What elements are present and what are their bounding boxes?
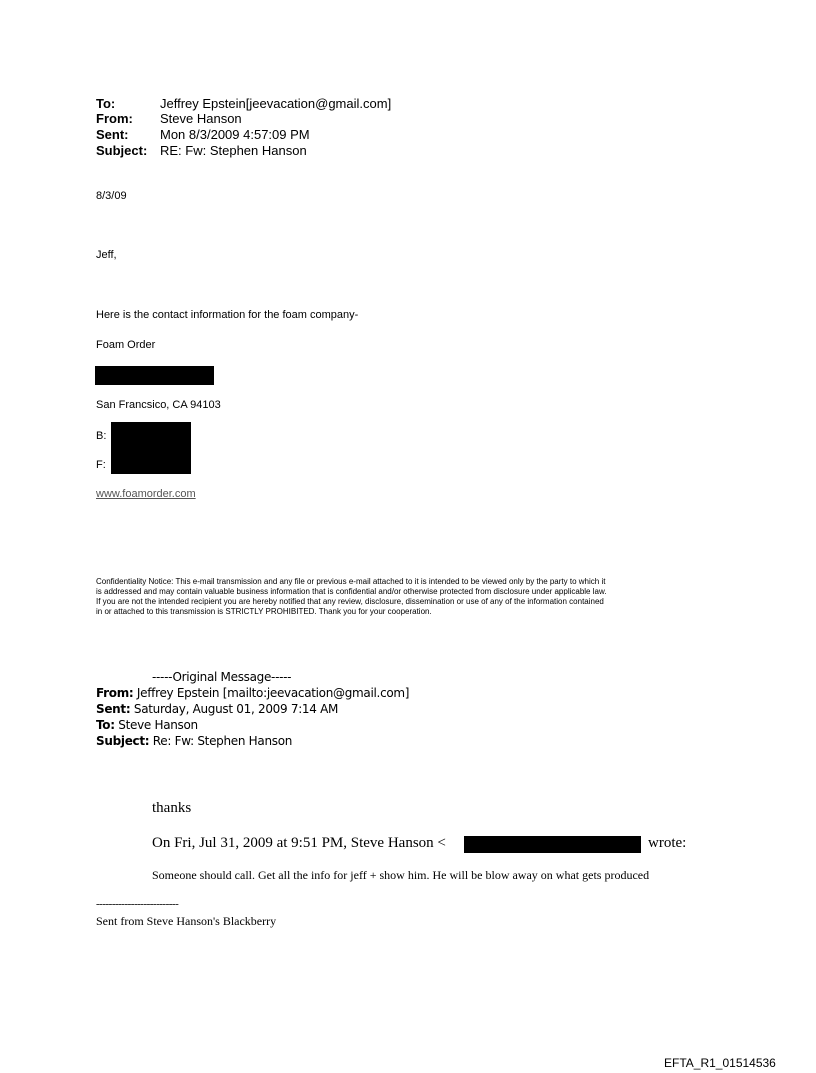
original-subject-line xyxy=(96,734,292,748)
notice-line: in or attached to this transmission is STRICTLY PROHIBITED. Thank you for your cooperation. xyxy=(96,607,432,616)
original-message-separator: -----Original Message----- xyxy=(152,670,292,684)
company-city: San Francsico, CA 94103 xyxy=(96,399,221,411)
sent-value: Mon 8/3/2009 4:57:09 PM xyxy=(160,127,310,142)
body-date: 8/3/09 xyxy=(96,190,127,202)
subject-value: RE: Fw: Stephen Hanson xyxy=(160,143,307,158)
subject-label: Subject: xyxy=(96,143,148,158)
confidentiality-notice xyxy=(96,577,726,617)
original-to-value: Steve Hanson xyxy=(118,718,198,732)
quote-body: Someone should call. Get all the info for jeff + show him. He will be blow away on what gets produced xyxy=(152,868,650,882)
original-sent-label: Sent: xyxy=(96,702,131,716)
redaction-block-address xyxy=(95,366,214,385)
website-link[interactable]: www.foamorder.com xyxy=(96,488,196,500)
original-from-label: From: xyxy=(96,686,134,700)
original-to-label: To: xyxy=(96,718,115,732)
to-label: To: xyxy=(96,96,116,111)
from-label: From: xyxy=(96,111,133,126)
body-intro: Here is the contact information for the foam company- xyxy=(96,309,359,321)
document-id: EFTA_R1_01514536 xyxy=(664,1056,776,1070)
to-value: Jeffrey Epstein[jeevacation@gmail.com] xyxy=(160,96,392,111)
original-from-value: Jeffrey Epstein [mailto:jeevacation@gmail.com] xyxy=(136,686,410,700)
notice-line: is addressed and may contain valuable business information that is confidential and/or otherwise protected from disclosure under applicable law. xyxy=(96,587,607,596)
notice-line: If you are not the intended recipient you are hereby notified that any review, disclosure, dissemination or use of any of the information contained xyxy=(96,597,604,606)
original-subject-value: Re: Fw: Stephen Hanson xyxy=(152,734,293,748)
quote-wrote: wrote: xyxy=(648,835,687,851)
phone-b-label: B: xyxy=(96,430,107,442)
original-subject-label: Subject: xyxy=(96,734,150,748)
redaction-block-phones xyxy=(111,422,191,474)
original-to-line xyxy=(96,718,198,732)
sent-label: Sent: xyxy=(96,127,129,142)
original-from-line xyxy=(96,686,409,700)
company-name: Foam Order xyxy=(96,339,156,351)
phone-f-label: F: xyxy=(96,459,106,471)
original-sent-line xyxy=(96,702,338,716)
reply-thanks: thanks xyxy=(152,800,192,816)
signature-separator: -------------------------- xyxy=(96,898,179,910)
original-sent-value: Saturday, August 01, 2009 7:14 AM xyxy=(133,702,339,716)
notice-line: Confidentiality Notice: This e-mail transmission and any file or previous e-mail attached to it is intended to be viewed only by the party to which it xyxy=(96,577,606,586)
quote-intro: On Fri, Jul 31, 2009 at 9:51 PM, Steve Hanson < xyxy=(152,835,446,851)
body-greeting: Jeff, xyxy=(96,249,117,261)
from-value: Steve Hanson xyxy=(160,111,242,126)
redaction-block-email xyxy=(464,836,641,853)
signature: Sent from Steve Hanson's Blackberry xyxy=(96,914,277,928)
